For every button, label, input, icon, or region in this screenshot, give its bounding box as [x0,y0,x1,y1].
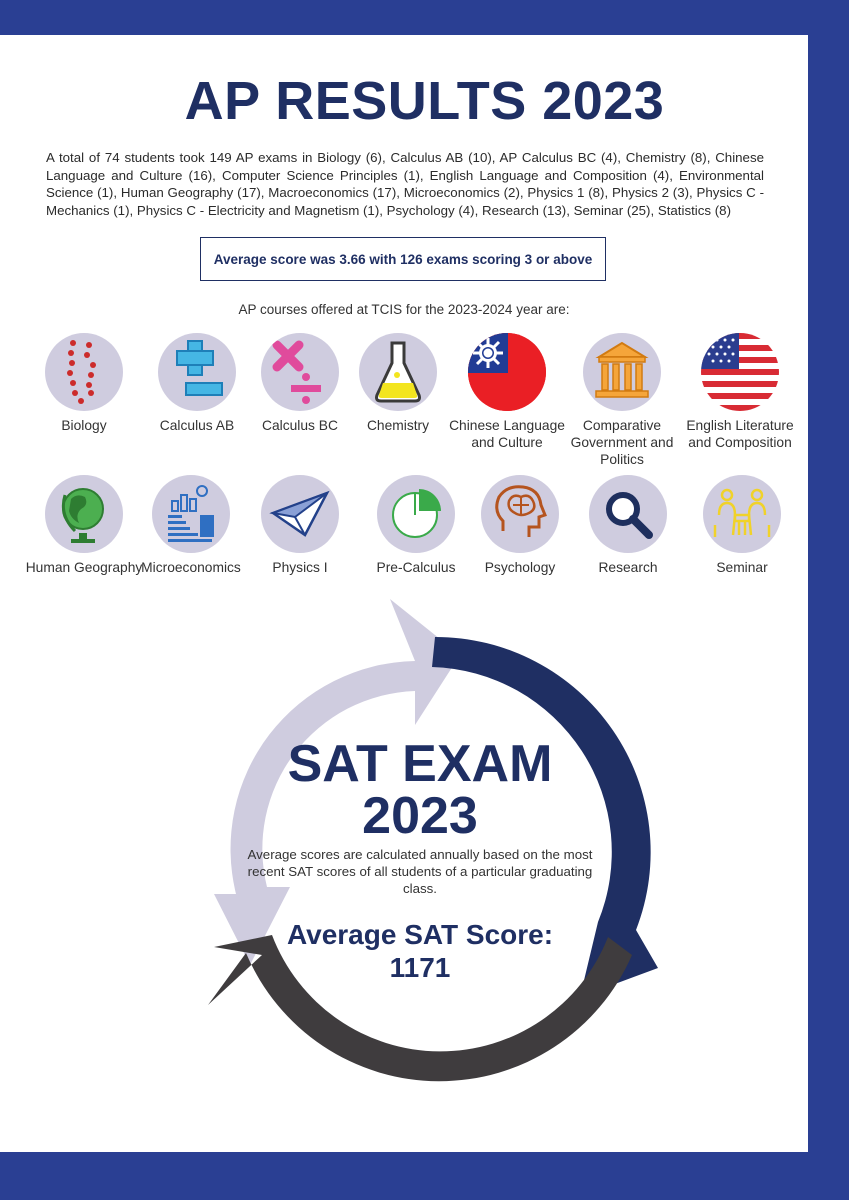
discussion-people-icon [703,475,781,553]
multiply-divide-icon [261,333,339,411]
us-flag-icon [701,333,779,411]
sat-exam-title [200,735,640,845]
ap-results-title: AP RESULTS 2023 [184,71,665,131]
dna-icon [45,333,123,411]
course-label: Chemistry [366,418,430,433]
top-frame-bar [0,0,849,35]
course-english-literature [675,333,805,451]
course-label: English Literature and Composition [686,418,794,450]
course-label: Calculus BC [262,418,338,433]
right-frame-bar [808,0,849,1200]
course-label: Microeconomics [141,560,241,575]
course-label: Human Geography [25,560,143,575]
flask-icon [359,333,437,411]
plus-minus-icon [158,333,236,411]
course-comparative-government [557,333,687,468]
course-label: Biology [61,418,107,433]
ap-results-intro: A total of 74 students took 149 AP exams in Biology (6), Calculus AB (10), AP Calculus BC (4), Chemistry (8), Chinese Language and Culture (16), Computer Science Principles (1), English Language and Composition (4), Environmental Science (1), Human Geography (17), Macroeconomics (17), Microeconomics (2), Physics 1 (8), Physics 2 (3), Physics C - Mechanics (1), Physics C - Electricity and Magnetism (1), Psychology (4), Research (13), Seminar (25), Statistics (8) [46,150,764,218]
sat-title-line2: 2023 [362,787,478,845]
course-label: Chinese Language and Culture [449,418,565,450]
bar-chart-coin-icon [152,475,230,553]
course-label: Calculus AB [159,418,235,433]
course-biology [19,333,149,434]
course-label: Comparative Government and Politics [570,418,674,467]
sat-title-line1: SAT EXAM [287,735,553,793]
course-seminar [677,475,807,576]
course-label: Research [598,560,658,575]
average-score-text: Average score was 3.66 with 126 exams scoring 3 or above [213,251,593,267]
course-label: Physics I [272,560,328,575]
course-chinese-language [442,333,572,451]
brain-head-icon [481,475,559,553]
sat-average-score [240,918,600,984]
bottom-frame-bar [0,1152,849,1200]
globe-icon [45,475,123,553]
course-physics-1 [235,475,365,576]
sat-description: Average scores are calculated annually based on the most recent SAT scores of all students of a particular graduating class. [247,847,593,896]
sat-score-label: Average SAT Score: [286,919,554,950]
average-score-box [200,237,606,281]
government-building-icon [583,333,661,411]
course-label: Psychology [484,560,556,575]
course-label: Pre-Calculus [376,560,456,575]
sat-score-value: 1171 [389,952,451,983]
course-label: Seminar [716,560,768,575]
taiwan-flag-icon [468,333,546,411]
course-research [563,475,693,576]
courses-offered-label: AP courses offered at TCIS for the 2023-2024 year are: [238,302,570,317]
pie-chart-icon [377,475,455,553]
magnifier-icon [589,475,667,553]
paper-plane-icon [261,475,339,553]
